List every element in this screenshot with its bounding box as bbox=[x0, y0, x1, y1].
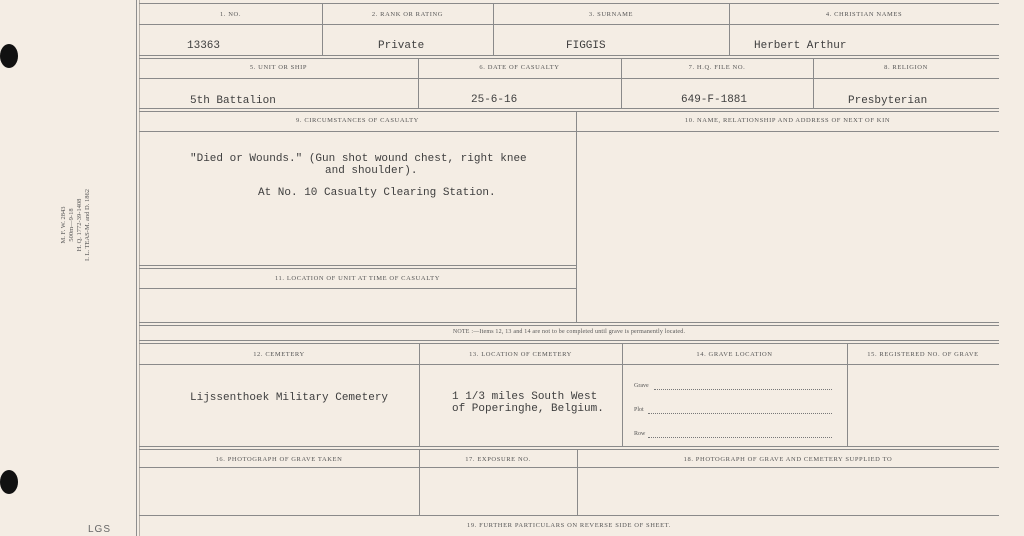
grave-field-label: Grave bbox=[634, 383, 649, 389]
form-ref-line: H. Q. 1772-39-1408 bbox=[76, 198, 83, 252]
label-grave-location: 14. GRAVE LOCATION bbox=[696, 351, 773, 358]
note-text: NOTE :—Items 12, 13 and 14 are not to be completed until grave is permanently located. bbox=[452, 329, 686, 335]
form-ref-line: M. F. W. 2843 bbox=[60, 206, 67, 244]
label-further-particulars: 19. FURTHER PARTICULARS ON REVERSE SIDE OF SHEET. bbox=[467, 522, 671, 529]
form-ref-line: I. L. TEAS-M. and D. 1862 bbox=[84, 189, 91, 261]
rule bbox=[139, 3, 999, 4]
rule bbox=[139, 322, 999, 323]
circumstances-line: and shoulder). bbox=[325, 165, 418, 177]
label-circumstances: 9. CIRCUMSTANCES OF CASUALTY bbox=[296, 117, 419, 124]
rule bbox=[139, 467, 999, 468]
hq-file-value: 649-F-1881 bbox=[681, 94, 748, 106]
label-location-of-unit: 11. LOCATION OF UNIT AT TIME OF CASUALTY bbox=[274, 275, 441, 282]
rank-value: Private bbox=[378, 40, 425, 52]
form-ref-line: 500m—9-18 bbox=[68, 208, 75, 242]
rule bbox=[847, 344, 848, 446]
rule bbox=[139, 288, 576, 289]
rule bbox=[139, 515, 999, 516]
plot-field-label: Plot bbox=[634, 407, 644, 413]
circumstances-line: At No. 10 Casualty Clearing Station. bbox=[258, 187, 496, 199]
punch-hole-top bbox=[0, 44, 18, 68]
date-value: 25-6-16 bbox=[471, 94, 518, 106]
label-christian-names: 4. CHRISTIAN NAMES bbox=[825, 11, 903, 18]
rule bbox=[622, 344, 623, 446]
label-photo-taken: 16. PHOTOGRAPH OF GRAVE TAKEN bbox=[215, 456, 343, 463]
cemetery-location-line: 1 1/3 miles South West bbox=[452, 391, 598, 403]
rule bbox=[139, 24, 999, 25]
rule bbox=[139, 446, 999, 447]
rule bbox=[139, 108, 999, 109]
cemetery-value: Lijssenthoek Military Cemetery bbox=[190, 392, 389, 404]
label-cemetery: 12. CEMETERY bbox=[253, 351, 305, 358]
plot-dotted-line bbox=[648, 413, 832, 414]
surname-value: FIGGIS bbox=[566, 40, 606, 52]
religion-value: Presbyterian bbox=[848, 95, 928, 107]
rule bbox=[139, 265, 576, 266]
label-no: 1. NO. bbox=[219, 11, 242, 18]
label-registered-no: 15. REGISTERED NO. OF GRAVE bbox=[867, 351, 979, 358]
unit-value: 5th Battalion bbox=[190, 95, 276, 107]
cemetery-location-line: of Poperinghe, Belgium. bbox=[452, 403, 604, 415]
row-field-label: Row bbox=[634, 431, 646, 437]
rule bbox=[576, 112, 577, 323]
label-date: 6. DATE OF CASUALTY bbox=[479, 64, 560, 71]
archive-mark: LGS bbox=[88, 524, 112, 535]
rule bbox=[139, 131, 999, 132]
punch-hole-bottom bbox=[0, 470, 18, 494]
label-hq-file: 7. H.Q. FILE NO. bbox=[688, 64, 746, 71]
label-location-of-cemetery: 13. LOCATION OF CEMETERY bbox=[469, 351, 572, 358]
form-reference-text bbox=[60, 150, 92, 300]
rule bbox=[139, 340, 999, 341]
label-rank: 2. RANK OR RATING bbox=[371, 11, 444, 18]
row-dotted-line bbox=[648, 437, 832, 438]
label-next-of-kin: 10. NAME, RELATIONSHIP AND ADDRESS OF NEXT OF KIN bbox=[684, 117, 891, 124]
rule bbox=[139, 55, 999, 56]
christian-names-value: Herbert Arthur bbox=[754, 40, 847, 52]
label-unit: 5. UNIT OR SHIP bbox=[249, 64, 308, 71]
rule bbox=[419, 344, 420, 446]
label-photo-supplied: 18. PHOTOGRAPH OF GRAVE AND CEMETERY SUPPLIED TO bbox=[683, 456, 893, 463]
service-number: 13363 bbox=[187, 40, 221, 52]
grave-dotted-line bbox=[654, 389, 832, 390]
margin-line bbox=[136, 0, 137, 536]
label-exposure-no: 17. EXPOSURE NO. bbox=[465, 456, 531, 463]
circumstances-line: "Died or Wounds." (Gun shot wound chest, right knee bbox=[190, 153, 527, 165]
rule bbox=[139, 364, 999, 365]
label-surname: 3. SURNAME bbox=[588, 11, 634, 18]
rule bbox=[139, 78, 999, 79]
label-religion: 8. RELIGION bbox=[884, 64, 928, 71]
